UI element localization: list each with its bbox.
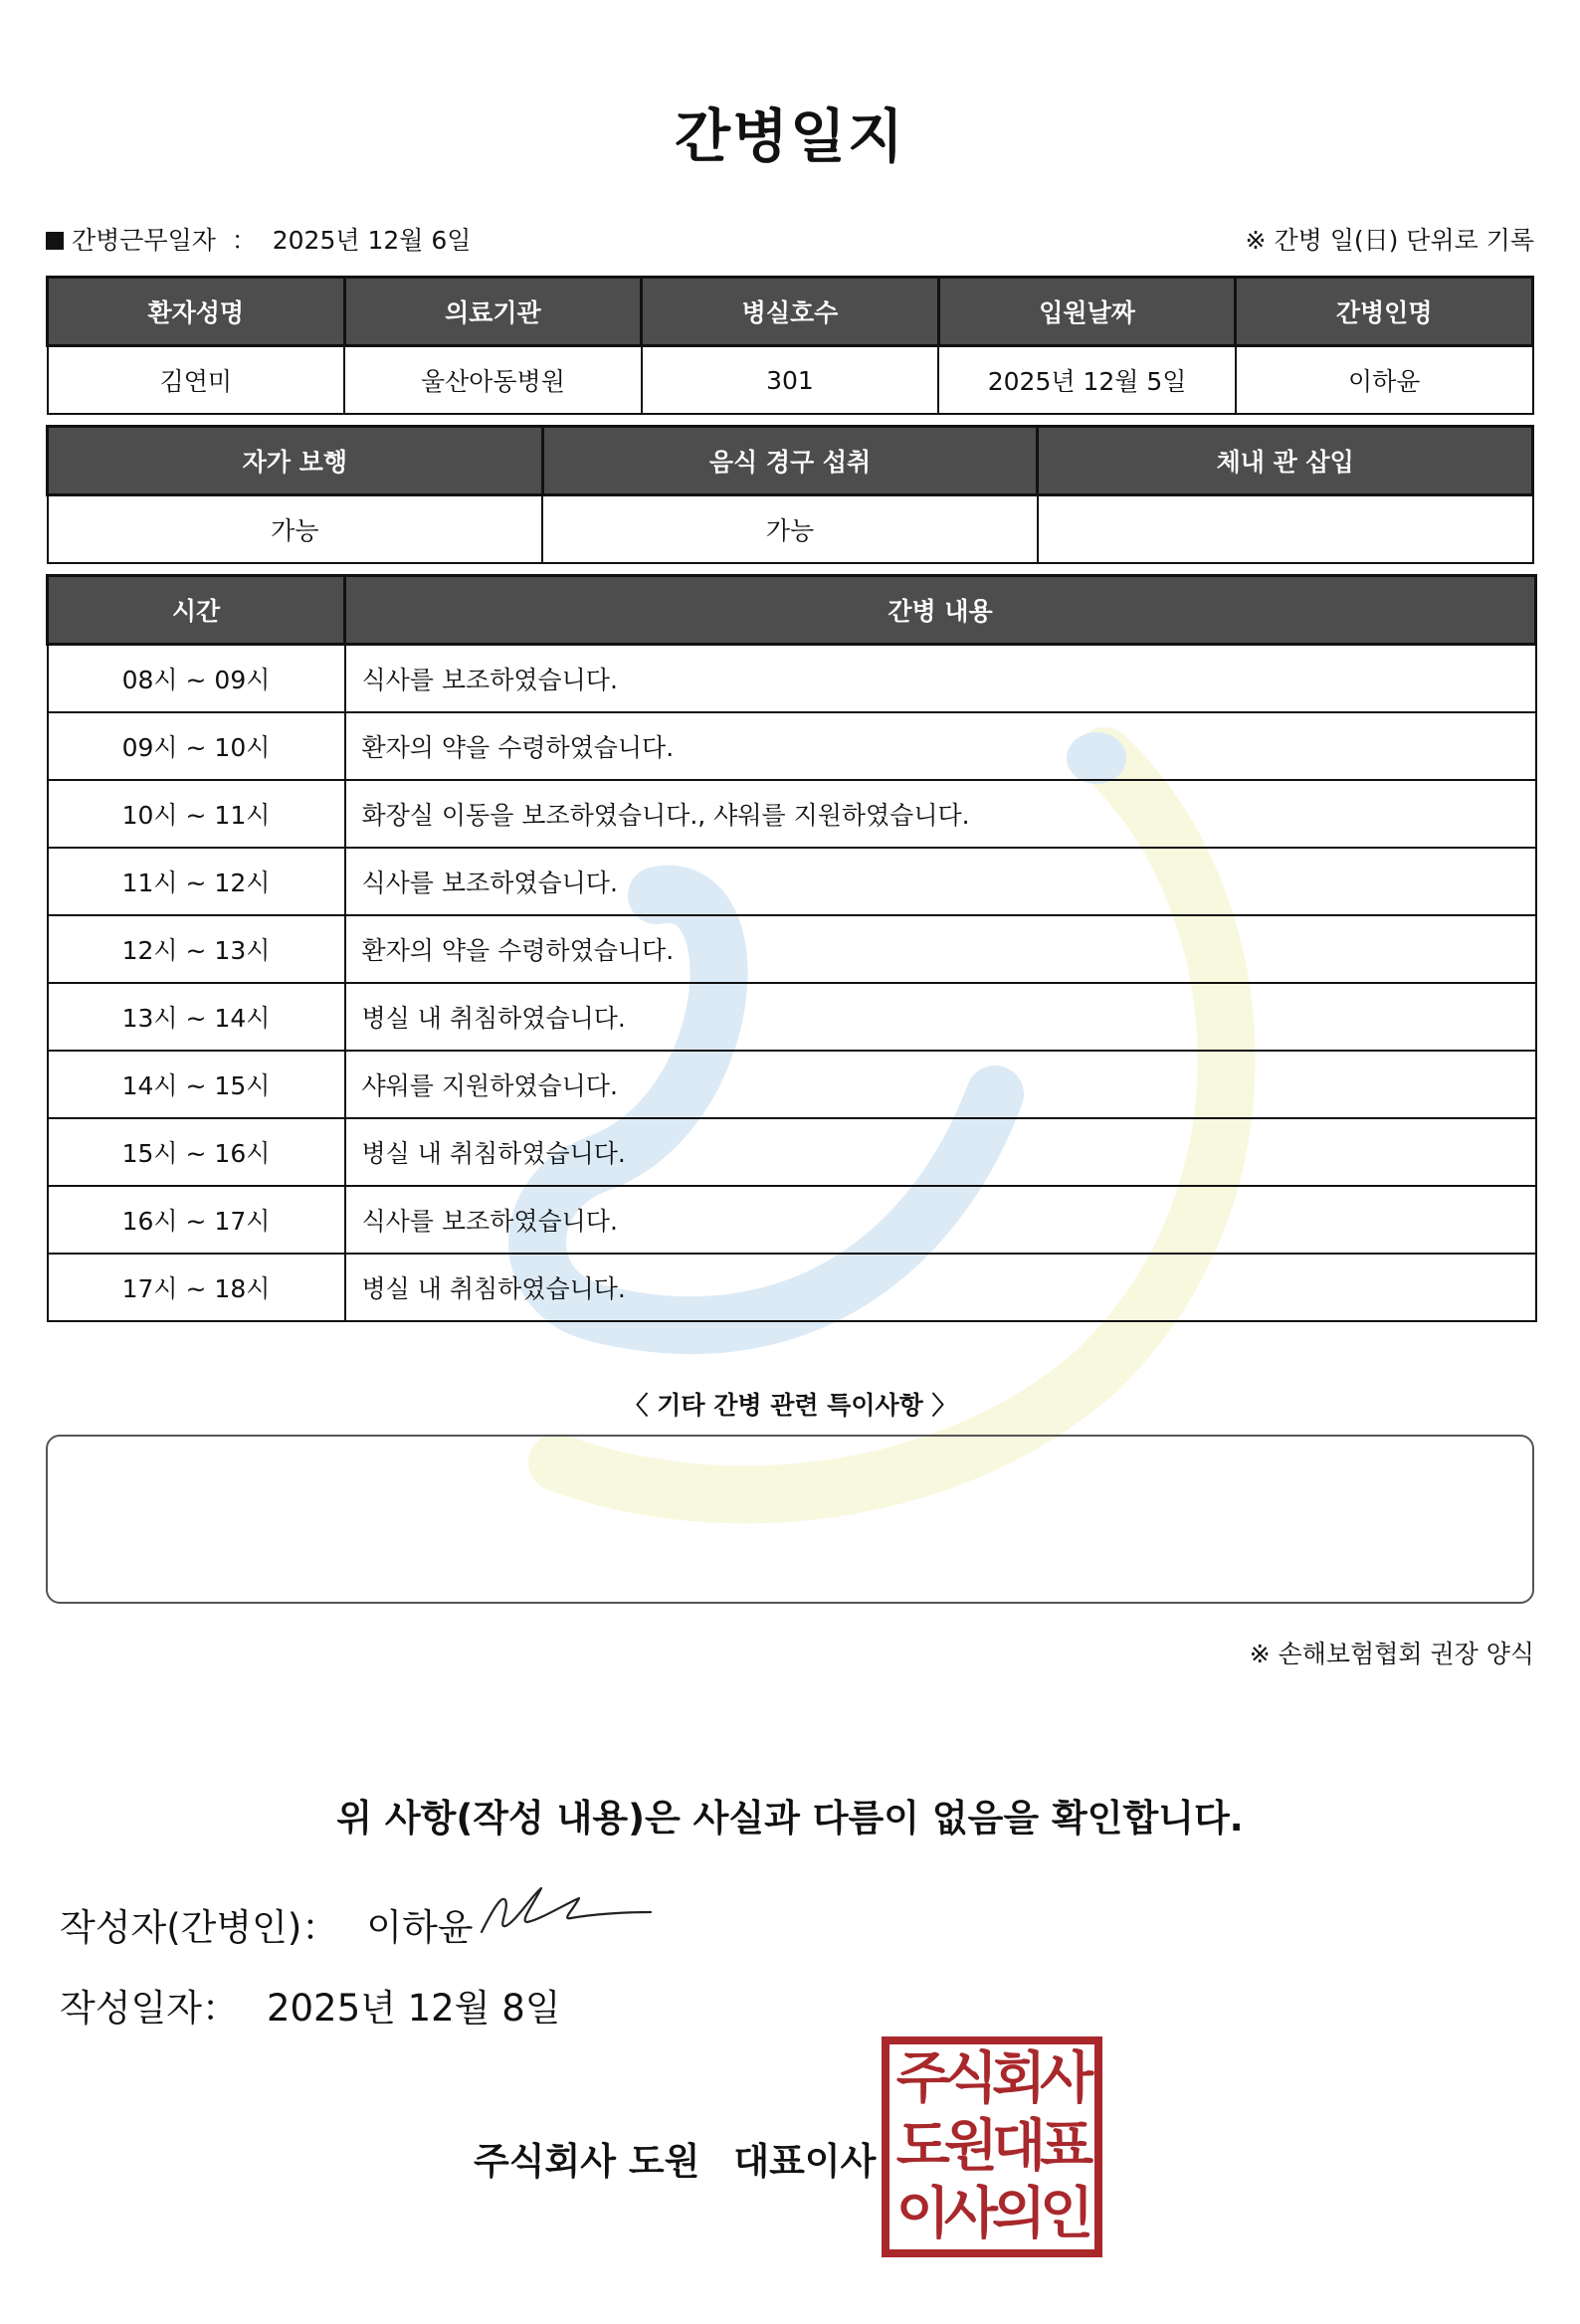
log-time: 12시 ~ 13시 <box>48 915 345 983</box>
log-content: 병실 내 취침하였습니다. <box>345 983 1536 1051</box>
table-row <box>48 495 1533 564</box>
writer-name: 이하윤 <box>366 1906 474 1949</box>
header-oral-intake: 음식 경구 섭취 <box>542 427 1038 495</box>
seal-line: 도원대표 <box>895 2114 1088 2179</box>
log-time: 09시 ~ 10시 <box>48 712 345 780</box>
company-seal-stamp <box>882 2036 1102 2257</box>
log-time: 17시 ~ 18시 <box>48 1254 345 1321</box>
written-date-value: 2025년 12월 8일 <box>266 1987 561 2030</box>
table-row <box>48 712 1536 780</box>
log-content: 식사를 보조하였습니다. <box>345 1186 1536 1254</box>
room-number: 301 <box>642 346 939 415</box>
caregiver-name: 이하윤 <box>1236 346 1533 415</box>
writer-row <box>60 1897 474 1951</box>
written-date-label: 작성일자： <box>60 1987 239 2030</box>
table-row <box>48 1254 1536 1321</box>
table-row <box>48 645 1536 713</box>
log-time: 16시 ~ 17시 <box>48 1186 345 1254</box>
patient-info-table <box>46 276 1534 415</box>
oral-intake-value: 가능 <box>542 495 1038 564</box>
table-row <box>48 780 1536 848</box>
written-date-row <box>60 1978 561 2032</box>
document-title: 간병일지 <box>674 102 906 170</box>
log-time: 11시 ~ 12시 <box>48 848 345 915</box>
seal-line: 주식회사 <box>895 2046 1088 2111</box>
header-tube-insertion: 체내 관 삽입 <box>1038 427 1533 495</box>
admission-date: 2025년 12월 5일 <box>938 346 1236 415</box>
log-content: 환자의 약을 수령하였습니다. <box>345 915 1536 983</box>
handwritten-signature <box>476 1882 655 1942</box>
table-header-row <box>48 278 1533 346</box>
log-content: 환자의 약을 수령하였습니다. <box>345 712 1536 780</box>
table-row <box>48 1118 1536 1186</box>
table-row <box>48 915 1536 983</box>
log-time: 14시 ~ 15시 <box>48 1051 345 1118</box>
log-content: 병실 내 취침하였습니다. <box>345 1118 1536 1186</box>
log-content: 식사를 보조하였습니다. <box>345 645 1536 713</box>
table-row <box>48 346 1533 415</box>
square-bullet-icon <box>46 232 64 250</box>
company-name: 주식회사 도원 <box>474 2140 700 2183</box>
confirmation-statement: 위 사항(작성 내용)은 사실과 다름이 없음을 확인합니다. <box>336 1797 1244 1840</box>
patient-status-table <box>46 425 1534 564</box>
table-row <box>48 1051 1536 1118</box>
log-content: 화장실 이동을 보조하였습니다., 샤워를 지원하였습니다. <box>345 780 1536 848</box>
log-content: 식사를 보조하였습니다. <box>345 848 1536 915</box>
header-room-number: 병실호수 <box>642 278 939 346</box>
table-row <box>48 848 1536 915</box>
patient-name: 김연미 <box>48 346 345 415</box>
hospital-name: 울산아동병원 <box>344 346 642 415</box>
work-date-label: 간병근무일자 <box>72 226 216 255</box>
log-content: 병실 내 취침하였습니다. <box>345 1254 1536 1321</box>
table-row <box>48 983 1536 1051</box>
tube-insertion-value <box>1038 495 1533 564</box>
table-header-row <box>48 576 1536 645</box>
writer-label: 작성자(간병인)： <box>60 1906 339 1949</box>
remarks-box <box>46 1435 1534 1604</box>
work-date-separator: ： <box>231 226 257 255</box>
header-care-content: 간병 내용 <box>345 576 1536 645</box>
header-caregiver-name: 간병인명 <box>1236 278 1533 346</box>
log-content: 샤워를 지원하였습니다. <box>345 1051 1536 1118</box>
seal-line: 이사의인 <box>895 2182 1088 2246</box>
self-walking-value: 가능 <box>48 495 543 564</box>
work-date-value: 2025년 12월 6일 <box>272 226 472 255</box>
ceo-title: 대표이사 <box>733 2140 877 2183</box>
meta-row <box>46 221 1534 261</box>
log-time: 13시 ~ 14시 <box>48 983 345 1051</box>
table-row <box>48 1186 1536 1254</box>
log-time: 15시 ~ 16시 <box>48 1118 345 1186</box>
log-time: 10시 ~ 11시 <box>48 780 345 848</box>
unit-note: ※ 간병 일(日) 단위로 기록 <box>1245 226 1534 255</box>
header-patient-name: 환자성명 <box>48 278 345 346</box>
recommend-note: ※ 손해보험협회 권장 양식 <box>1249 1640 1534 1668</box>
log-time: 08시 ~ 09시 <box>48 645 345 713</box>
header-time: 시간 <box>48 576 345 645</box>
header-admission-date: 입원날짜 <box>938 278 1236 346</box>
company-signoff <box>474 2131 876 2185</box>
header-hospital: 의료기관 <box>344 278 642 346</box>
work-date <box>46 221 471 257</box>
care-log-table <box>46 574 1537 1322</box>
table-header-row <box>48 427 1533 495</box>
remarks-title: 〈 기타 간병 관련 특이사항 〉 <box>623 1391 957 1420</box>
header-self-walking: 자가 보행 <box>48 427 543 495</box>
